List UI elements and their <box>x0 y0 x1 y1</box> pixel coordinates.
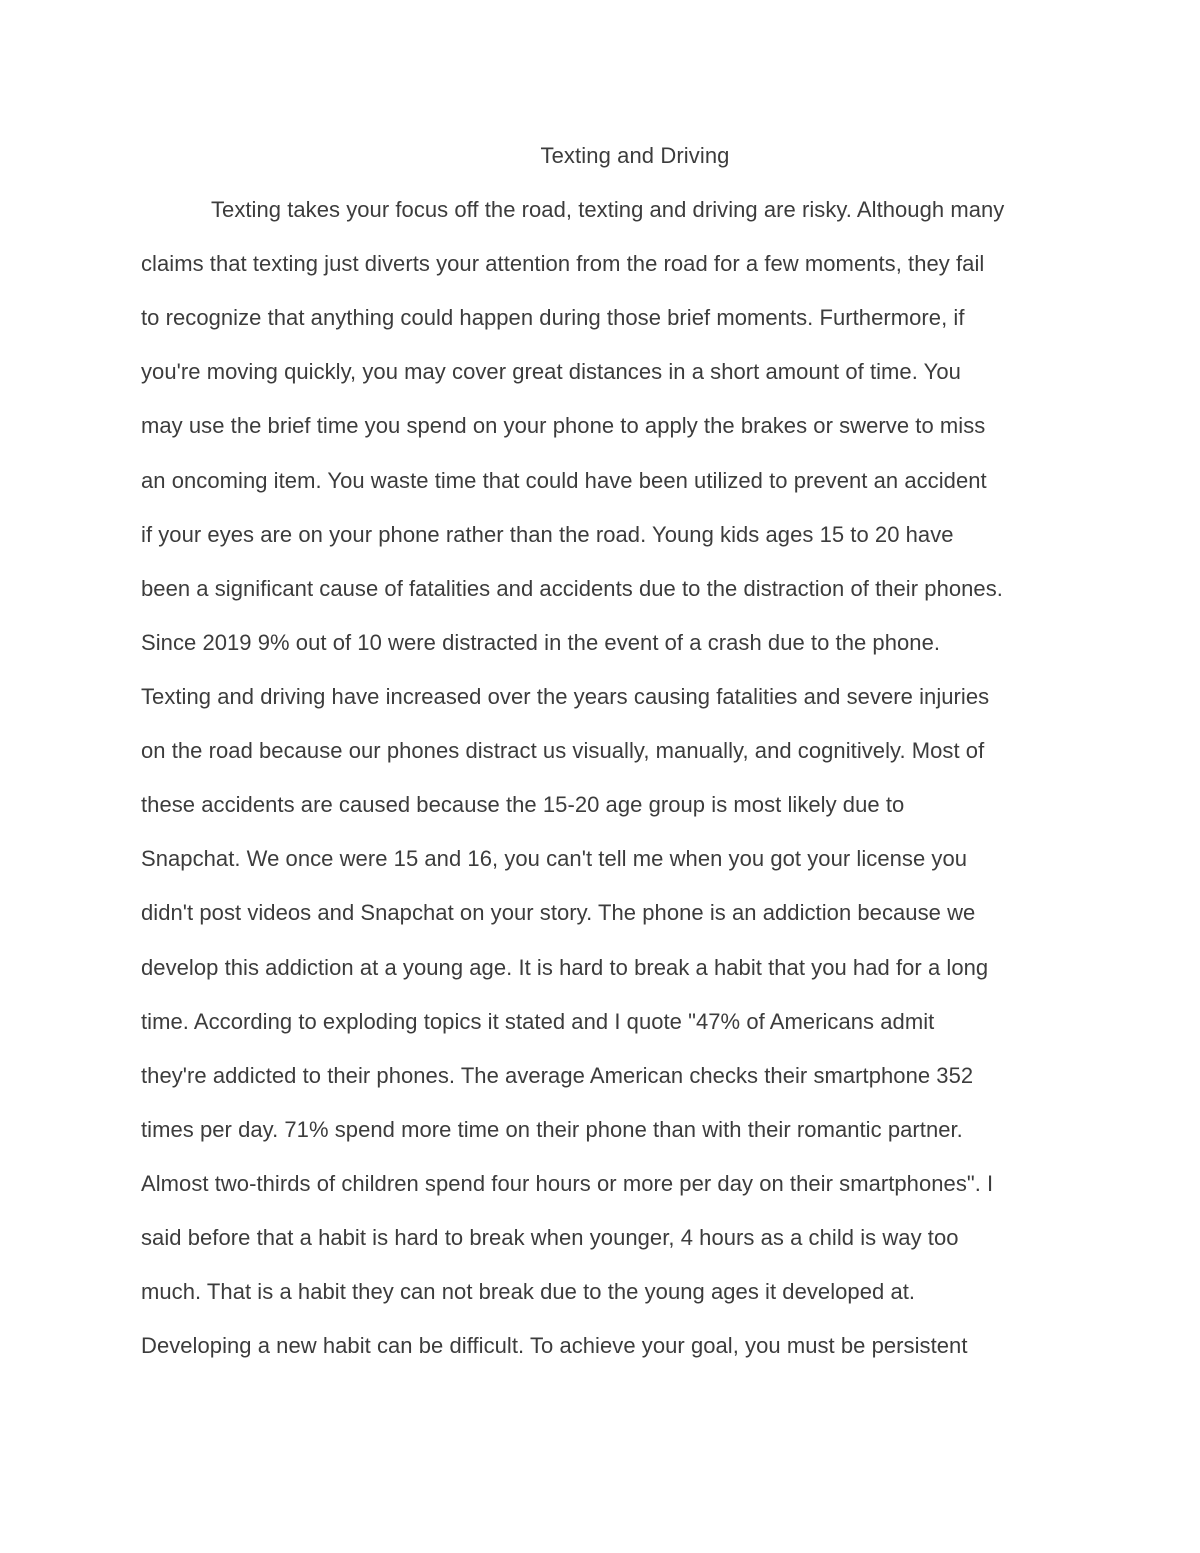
body-line: to recognize that anything could happen during those brief moments. Furthermore, if <box>141 305 965 330</box>
body-line: claims that texting just diverts your attention from the road for a few moments, they fail <box>141 251 985 276</box>
body-line: Since 2019 9% out of 10 were distracted in the event of a crash due to the phone. <box>141 630 941 655</box>
body-line: times per day. 71% spend more time on their phone than with their romantic partner. <box>141 1117 963 1142</box>
body-line: these accidents are caused because the 15-20 age group is most likely due to <box>141 792 905 817</box>
body-line: an oncoming item. You waste time that could have been utilized to prevent an accident <box>141 468 987 493</box>
body-line: said before that a habit is hard to break when younger, 4 hours as a child is way too <box>141 1225 959 1250</box>
body-line: if your eyes are on your phone rather than the road. Young kids ages 15 to 20 have <box>141 522 954 547</box>
body-line: didn't post videos and Snapchat on your story. The phone is an addiction because we <box>141 900 976 925</box>
body-line: Texting and driving have increased over the years causing fatalities and severe injuries <box>141 684 990 709</box>
body-line: Almost two-thirds of children spend four hours or more per day on their smartphones". I <box>141 1171 994 1196</box>
body-line: on the road because our phones distract us visually, manually, and cognitively. Most of <box>141 738 985 763</box>
body-line: Developing a new habit can be difficult. To achieve your goal, you must be persistent <box>141 1333 968 1358</box>
body-line: develop this addiction at a young age. It is hard to break a habit that you had for a long <box>141 955 989 980</box>
body-line: you're moving quickly, you may cover great distances in a short amount of time. You <box>141 359 961 384</box>
body-line: Texting takes your focus off the road, texting and driving are risky. Although many <box>211 197 1005 222</box>
body-line: been a significant cause of fatalities and accidents due to the distraction of their phones. <box>141 576 1003 601</box>
document-title: Texting and Driving <box>540 143 730 168</box>
body-line: time. According to exploding topics it stated and I quote "47% of Americans admit <box>141 1009 935 1034</box>
body-line: much. That is a habit they can not break due to the young ages it developed at. <box>141 1279 916 1304</box>
body-line: may use the brief time you spend on your phone to apply the brakes or swerve to miss <box>141 413 986 438</box>
body-line: they're addicted to their phones. The average American checks their smartphone 352 <box>141 1063 974 1088</box>
body-line: Snapchat. We once were 15 and 16, you can't tell me when you got your license you <box>141 846 968 871</box>
